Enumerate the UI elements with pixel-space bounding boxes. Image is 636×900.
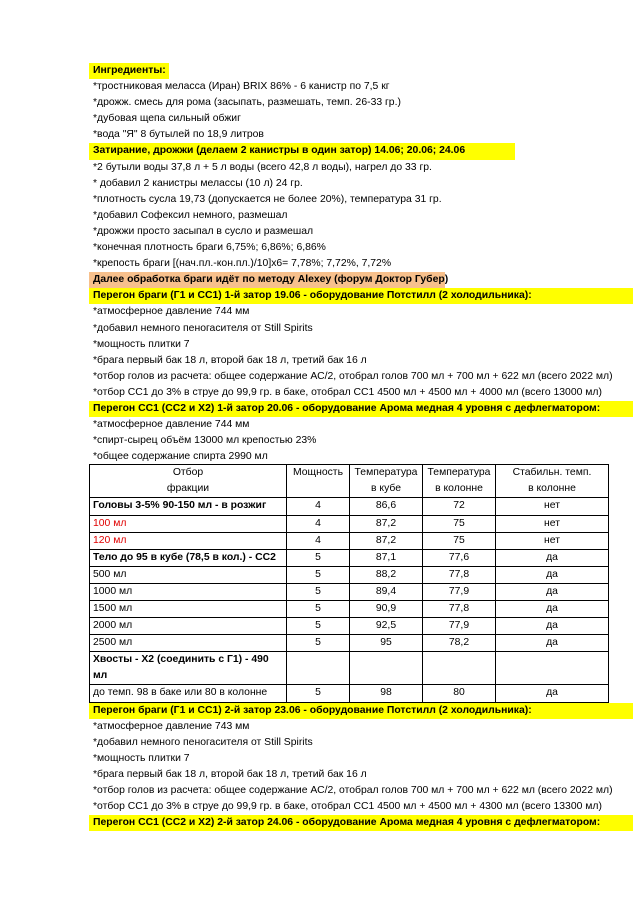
run3-list xyxy=(93,719,633,816)
row-column-temp: 77,6 xyxy=(423,549,496,566)
mash-step-item: *конечная плотность браги 6,75%; 6,86%; 6,86% xyxy=(93,242,326,254)
row-stable: нет xyxy=(496,515,609,532)
row-column-temp: 77,9 xyxy=(423,583,496,600)
run1-step-item: *добавил немного пеногасителя от Still Spirits xyxy=(93,322,313,334)
row-column-temp xyxy=(423,652,496,685)
row-power xyxy=(287,652,350,685)
row-cube-temp: 98 xyxy=(350,685,423,702)
run3-step-item: *отбор голов из расчета: общее содержание АС/2, отобрал голов 700 мл + 700 мл + 622 мл (всего 2022 мл) xyxy=(93,785,613,797)
run3-step-item: *мощность плитки 7 xyxy=(93,752,190,764)
table-row xyxy=(90,601,609,618)
run1-step-item: *отбор голов из расчета: общее содержание АС/2, отобрал голов 700 мл + 700 мл + 622 мл (всего 2022 мл) xyxy=(93,370,613,382)
document-body xyxy=(93,60,633,831)
row-label: 500 мл xyxy=(90,566,287,583)
row-stable: да xyxy=(496,635,609,652)
mash-step-item: *2 бутыли воды 37,8 л + 5 л воды (всего 42,8 л воды), нагрел до 33 гр. xyxy=(93,161,432,173)
table-row xyxy=(90,515,609,532)
run2-heading: Перегон СС1 (СС2 и Х2) 1-й затор 20.06 - оборудование Арома медная 4 уровня с дефлегматором: xyxy=(89,401,633,417)
row-label: 1500 мл xyxy=(90,601,287,618)
row-column-temp: 78,2 xyxy=(423,635,496,652)
header-stable-temp: Стабильн. темп. в колонне xyxy=(496,465,609,498)
row-power: 5 xyxy=(287,601,350,618)
row-power: 5 xyxy=(287,618,350,635)
ingredient-item: *дрожж. смесь для рома (засыпать, размешать, темп. 26-33 гр.) xyxy=(93,97,401,109)
mash-step-item: *плотность сусла 19,73 (допускается не более 20%), температура 31 гр. xyxy=(93,193,442,205)
row-power: 5 xyxy=(287,635,350,652)
mash-heading: Затирание, дрожжи (делаем 2 канистры в один затор) 14.06; 20.06; 24.06 xyxy=(89,143,515,159)
run1-step-item: *брага первый бак 18 л, второй бак 18 л, третий бак 16 л xyxy=(93,354,367,366)
mash-step-item: * добавил 2 канистры мелассы (10 л) 24 гр. xyxy=(93,177,303,189)
row-column-temp: 77,8 xyxy=(423,601,496,618)
method-note: Далее обработка браги идёт по методу Alexey (форум Доктор Губер) xyxy=(89,272,445,288)
run1-step-item: *атмосферное давление 744 мм xyxy=(93,306,250,318)
row-cube-temp: 87,2 xyxy=(350,532,423,549)
run3-step-item: *брага первый бак 18 л, второй бак 18 л, третий бак 16 л xyxy=(93,768,367,780)
table-row xyxy=(90,618,609,635)
table-row xyxy=(90,685,609,702)
row-stable: нет xyxy=(496,532,609,549)
table-row xyxy=(90,498,609,515)
row-power: 5 xyxy=(287,685,350,702)
row-label: до темп. 98 в баке или 80 в колонне xyxy=(90,685,287,702)
ingredient-item: *тростниковая меласса (Иран) BRIX 86% - 6 канистр по 7,5 кг xyxy=(93,81,390,93)
run2-step-item: *атмосферное давление 744 мм xyxy=(93,419,250,431)
row-column-temp: 75 xyxy=(423,532,496,549)
table-row xyxy=(90,652,609,685)
row-label: 2500 мл xyxy=(90,635,287,652)
header-power: Мощность xyxy=(287,465,350,498)
row-column-temp: 77,9 xyxy=(423,618,496,635)
run3-step-item: *добавил немного пеногасителя от Still Spirits xyxy=(93,736,313,748)
ingredients-heading: Ингредиенты: xyxy=(89,63,169,79)
row-stable: да xyxy=(496,566,609,583)
row-cube-temp: 89,4 xyxy=(350,583,423,600)
row-cube-temp: 87,1 xyxy=(350,549,423,566)
header-column-temp: Температура в колонне xyxy=(423,465,496,498)
run1-heading: Перегон браги (Г1 и СС1) 1-й затор 19.06 - оборудование Потстилл (2 холодильника): xyxy=(89,288,633,304)
table-row xyxy=(90,532,609,549)
row-stable: да xyxy=(496,618,609,635)
table-row xyxy=(90,549,609,566)
run1-step-item: *отбор СС1 до 3% в струе до 99,9 гр. в баке, отобрал СС1 4500 мл + 4500 мл + 4000 мл (всего 13000 мл) xyxy=(93,386,602,398)
row-cube-temp: 88,2 xyxy=(350,566,423,583)
row-label: Тело до 95 в кубе (78,5 в кол.) - СС2 xyxy=(90,549,287,566)
table-body xyxy=(90,498,609,702)
mash-step-item: *дрожжи просто засыпал в сусло и размешал xyxy=(93,225,314,237)
row-stable: да xyxy=(496,583,609,600)
row-stable: да xyxy=(496,685,609,702)
run2-step-item: *спирт-сырец объём 13000 мл крепостью 23% xyxy=(93,435,317,447)
row-column-temp: 77,8 xyxy=(423,566,496,583)
header-cube-temp: Температура в кубе xyxy=(350,465,423,498)
row-label: 120 мл xyxy=(90,532,287,549)
ingredient-item: *вода "Я" 8 бутылей по 18,9 литров xyxy=(93,129,264,141)
row-stable: да xyxy=(496,601,609,618)
run3-heading: Перегон браги (Г1 и СС1) 2-й затор 23.06 - оборудование Потстилл (2 холодильника): xyxy=(89,703,633,719)
row-label: Головы 3-5% 90-150 мл - в розжиг xyxy=(90,498,287,515)
table-row xyxy=(90,635,609,652)
row-stable xyxy=(496,652,609,685)
run1-list xyxy=(93,304,633,401)
row-stable: нет xyxy=(496,498,609,515)
ingredient-item: *дубовая щепа сильный обжиг xyxy=(93,113,241,125)
ingredients-list xyxy=(93,79,633,143)
alcohol-total-note: *общее содержание спирта 2990 мл xyxy=(93,451,268,463)
table-header-row xyxy=(90,465,609,498)
run3-step-item: *отбор СС1 до 3% в струе до 99,9 гр. в баке, отобрал СС1 4500 мл + 4500 мл + 4300 мл (всего 13300 мл) xyxy=(93,801,602,813)
run1-step-item: *мощность плитки 7 xyxy=(93,338,190,350)
row-power: 4 xyxy=(287,498,350,515)
row-column-temp: 75 xyxy=(423,515,496,532)
row-cube-temp: 95 xyxy=(350,635,423,652)
table-row xyxy=(90,583,609,600)
row-label: 2000 мл xyxy=(90,618,287,635)
row-power: 5 xyxy=(287,549,350,566)
row-label: 100 мл xyxy=(90,515,287,532)
row-label: 1000 мл xyxy=(90,583,287,600)
row-power: 4 xyxy=(287,532,350,549)
run4-heading: Перегон СС1 (СС2 и Х2) 2-й затор 24.06 - оборудование Арома медная 4 уровня с дефлегматором: xyxy=(89,815,633,831)
distillation-table xyxy=(89,464,609,702)
row-label: Хвосты - Х2 (соединить с Г1) - 490 мл xyxy=(90,652,287,685)
mash-list xyxy=(93,160,633,273)
row-cube-temp xyxy=(350,652,423,685)
row-stable: да xyxy=(496,549,609,566)
run3-step-item: *атмосферное давление 743 мм xyxy=(93,720,250,732)
row-power: 4 xyxy=(287,515,350,532)
row-power: 5 xyxy=(287,566,350,583)
row-cube-temp: 90,9 xyxy=(350,601,423,618)
row-column-temp: 72 xyxy=(423,498,496,515)
row-column-temp: 80 xyxy=(423,685,496,702)
run2-list xyxy=(93,417,633,449)
header-fraction: Отбор фракции xyxy=(90,465,287,498)
row-cube-temp: 92,5 xyxy=(350,618,423,635)
row-cube-temp: 87,2 xyxy=(350,515,423,532)
mash-step-item: *крепость браги [(нач.пл.-кон.пл.)/10]х6= 7,78%; 7,72%, 7,72% xyxy=(93,258,392,270)
row-power: 5 xyxy=(287,583,350,600)
row-cube-temp: 86,6 xyxy=(350,498,423,515)
mash-step-item: *добавил Софексил немного, размешал xyxy=(93,209,288,221)
table-row xyxy=(90,566,609,583)
